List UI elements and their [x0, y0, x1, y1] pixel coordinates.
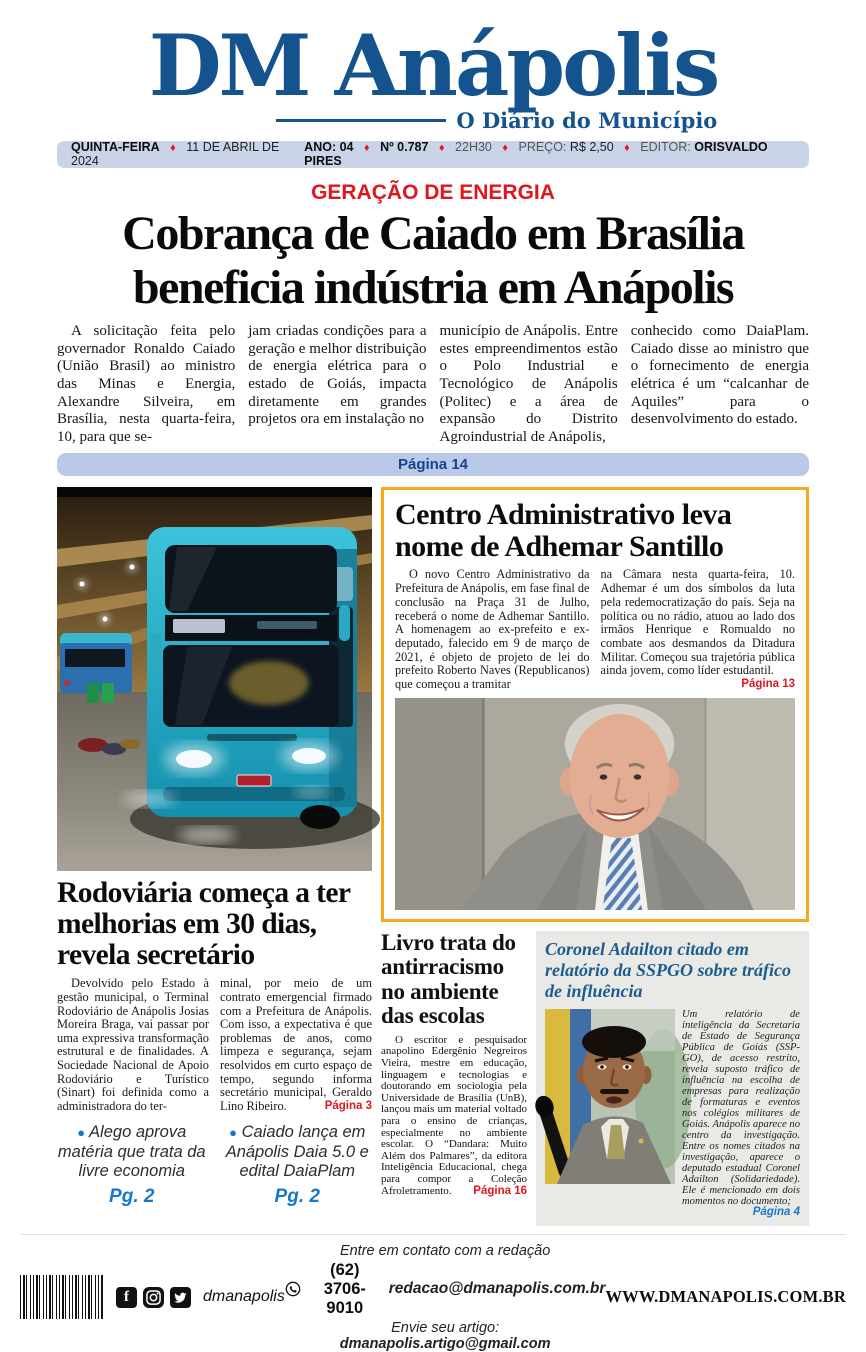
rodoviaria-page-ref: Página 3	[324, 1099, 372, 1112]
centro-story	[381, 487, 809, 921]
rodoviaria-body	[57, 977, 372, 1113]
lead-paragraph-2: jam criadas condições para a geração e melhor distribuição de energia elétrica para o estado de Goiás, impacta diretamente em grandes projetos ora em instalação no	[248, 323, 427, 428]
edition-year: ANO: 04	[304, 140, 354, 155]
contact-email: redacao@dmanapolis.com.br	[388, 1280, 606, 1298]
article-email: dmanapolis.artigo@gmail.com	[339, 1335, 551, 1352]
rodoviaria-paragraph-2-text: minal, por meio de um contrato emergencial firmado com a Prefeitura de Anápolis. Com isso, a expectativa é que problemas de anos, como limpeza e segurança, sejam resolvidos em curto espaço de tempo, segundo informa secretário municipal, Geraldo Lino Ribeiro.	[220, 976, 372, 1113]
newspaper-tagline: O Diário do Município	[456, 107, 718, 133]
bullet-icon: ●	[229, 1125, 237, 1141]
lead-story	[57, 181, 809, 477]
teaser-text	[57, 1123, 207, 1182]
rodoviaria-story	[57, 878, 372, 1113]
lead-kicker: GERAÇÃO DE ENERGIA	[311, 180, 555, 204]
lead-headline: Cobrança de Caiado em Brasília beneficia indústria em Anápolis	[122, 206, 744, 314]
bullet-icon: ●	[77, 1125, 86, 1141]
article-label: Envie seu artigo:	[391, 1319, 500, 1336]
editor-label: EDITOR:	[640, 140, 691, 155]
teaser-daia-page-ref: Pg. 2	[274, 1185, 320, 1207]
rodoviaria-paragraph-1: Devolvido pelo Estado à gestão municipal, o Terminal Rodoviário de Anápolis Josias Moreira Braga, vai passar por uma expressiva transformação estrutural e de finalidades. A Sociedade Nacional de Apoio Rodoviário e Turístico (Sinart) foi definida como a administradora do ter-	[57, 976, 209, 1113]
adailton-story	[536, 931, 809, 1226]
teaser-daia	[223, 1123, 373, 1208]
diamond-icon: ♦	[170, 142, 176, 155]
dateline-left	[71, 140, 304, 168]
diamond-icon: ♦	[363, 142, 370, 155]
lead-paragraph-4: conhecido como DaiaPlam. Caiado disse ao ministro que o fornecimento de energia elétrica é um “calcanhar de Aquiles” para o desenvolvimento do estado.	[630, 323, 809, 428]
teaser-daia-text: Caiado lança em Anápolis Daia 5.0 e edital DaiaPlam	[225, 1123, 369, 1181]
centro-headline: Centro Administrativo leva nome de Adhemar Santillo	[395, 498, 732, 564]
teaser-alego-text: Alego aprova matéria que trata da livre economia	[57, 1123, 206, 1181]
centro-paragraph-2-text: na Câmara nesta quarta-feira, 10. Adhemar é um dos símbolos da luta pela redemocratização do país. Seja na política ou no rádio, atuou ao lado dos irmãos Henrique e Romualdo no combate aos desmandos da Ditadura Militar. Começou sua trajetória pública ainda jovem, como líder estudantil.	[600, 567, 795, 678]
edition-number: Nº 0.787	[380, 140, 429, 155]
editor-name: ORISVALDO PIRES	[304, 140, 768, 169]
teaser-alego-page-ref: Pg. 2	[109, 1185, 155, 1207]
livro-story	[381, 931, 527, 1226]
teaser-row	[57, 1123, 372, 1208]
lead-body	[57, 323, 809, 446]
adailton-body-text: Um relatório de inteligência da Secretaria de Estado de Segurança Pública de Goiás (SSP-GO), de acesso restrito, revela suposto tráfico de influência na escolha de empresas para realização de formaturas e eventos nos colégios militares de Goiás. Anápolis aparece no centro da investigação. Entre os nomes citados na investigação, aparece o deputado estadual Coronel Adailton (Solidariedade). Ele é mencionado em dois momentos no documento;	[682, 1008, 800, 1207]
livro-page-ref: Página 16	[473, 1184, 527, 1197]
tagline-rule	[276, 119, 446, 122]
teaser-alego	[57, 1123, 207, 1208]
livro-paragraph	[381, 1035, 527, 1197]
dateline-right	[304, 140, 795, 168]
social-handle: dmanapolis	[203, 1288, 285, 1306]
adailton-paragraph	[682, 1009, 800, 1218]
social-icons	[116, 1287, 191, 1308]
right-column	[381, 487, 809, 1225]
weekday-label: QUINTA-FEIRA	[71, 140, 160, 155]
masthead	[0, 0, 866, 133]
contact-phone: (62) 3706-9010	[323, 1260, 366, 1317]
date-label: 11 DE ABRIL DE 2024	[71, 140, 280, 169]
newspaper-logo: DM Anápolis	[148, 16, 718, 115]
adhemar-santillo-photo	[395, 698, 795, 910]
contact-title: Entre em contato com a redação	[339, 1242, 551, 1259]
centro-body	[395, 568, 795, 691]
centro-page-ref: Página 13	[741, 678, 795, 691]
lead-page-ref: Página 14	[57, 453, 809, 476]
lead-paragraph-3: município de Anápolis. Entre estes empreendimentos estão o Polo Industrial e Tecnológico de Anápolis (Politec) e a área de expansão do Distrito Agroindustrial de Anápolis,	[439, 323, 618, 445]
diamond-icon: ♦	[438, 142, 445, 155]
barcode	[20, 1275, 104, 1319]
teaser-text	[223, 1123, 373, 1182]
diamond-icon: ♦	[502, 142, 508, 155]
twitter-icon	[170, 1287, 191, 1308]
lead-paragraph-1: A solicitação feita pelo governador Ronaldo Caiado (União Brasil) ao ministro das Minas e Energia, Alexandre Silveira, em Brasília, nesta quarta-feira, 10, para que se-	[57, 323, 236, 445]
contact-block	[285, 1243, 606, 1352]
livro-body-text: O escritor e pesquisador anapolino Edergênio Negreiros Vieira, mestre em educação, linguagem e tecnologias e doutorando em sociologia pela Universidade de Brasília (UnB), lançou mais um material voltado para o ensino de crianças, especialmente no ambiente escolar. O “Dandara: Muito Além dos Palmares”, da editora Inteligência Educacional, chega para compor a Coleção Afroletramento.	[381, 1033, 527, 1197]
livro-headline: Livro trata do antirracismo no ambiente das escolas	[381, 929, 516, 1029]
whatsapp-icon	[285, 1281, 301, 1297]
article-line	[285, 1320, 606, 1352]
left-column	[57, 487, 372, 1225]
bus-terminal-photo	[57, 487, 372, 871]
centro-paragraph-1: O novo Centro Administrativo da Prefeitura de Anápolis, em fase final de conclusão na Praça 31 de Julho, receberá o nome de Adhemar Santillo. A homenagem ao ex-prefeito e ex-deputado, falecido em 9 de março de 2021, é objeto de projeto de lei do prefeito Roberto Naves (Republicanos) que começou a tramitar	[395, 567, 590, 692]
instagram-icon	[143, 1287, 164, 1308]
diamond-icon: ♦	[624, 142, 630, 155]
rodoviaria-paragraph-2	[220, 977, 372, 1113]
footer	[20, 1234, 846, 1352]
coronel-adailton-photo	[545, 1009, 675, 1218]
dateline-bar	[57, 141, 809, 168]
price-label: PREÇO:	[518, 140, 567, 155]
centro-paragraph-2	[601, 568, 796, 691]
facebook-icon: f	[116, 1287, 137, 1308]
price-value: R$ 2,50	[569, 140, 614, 155]
rodoviaria-headline: Rodoviária começa a ter melhorias em 30 dias, revela secretário	[57, 877, 350, 972]
edition-time: 22H30	[455, 140, 492, 155]
website-url: WWW.DMANAPOLIS.COM.BR	[605, 1287, 846, 1307]
adailton-headline: Coronel Adailton citado em relatório da SSPGO sobre tráfico de influência	[545, 938, 792, 1001]
adailton-page-ref: Página 4	[752, 1205, 800, 1218]
